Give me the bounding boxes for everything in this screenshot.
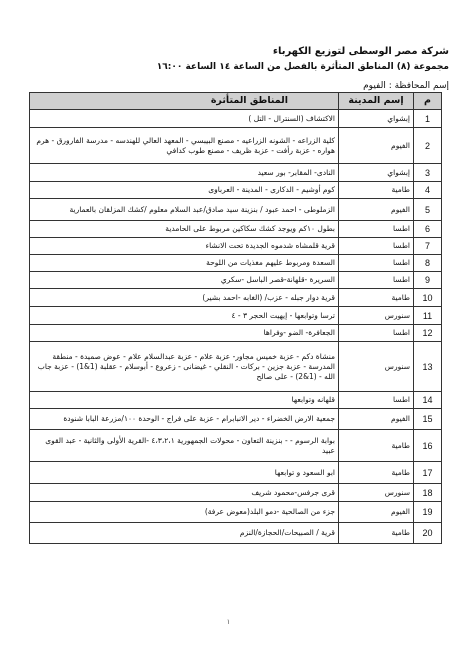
cell-city: الفيوم	[339, 409, 414, 430]
cell-num: 2	[414, 128, 442, 164]
affected-areas-table	[29, 92, 442, 544]
cell-city: طامية	[339, 430, 414, 462]
table-row	[30, 272, 442, 289]
cell-city: اطسا	[339, 392, 414, 409]
cell-num: 15	[414, 409, 442, 430]
cell-areas: قرية / الصبيحات/الحجازة/النزم	[30, 523, 339, 544]
cell-num: 3	[414, 164, 442, 182]
cell-num: 9	[414, 272, 442, 289]
cell-city: إبشواي	[339, 164, 414, 182]
cell-areas: قرى جرفس-محمود شريف	[30, 484, 339, 502]
cell-areas: قلهانه وتوابعها	[30, 392, 339, 409]
cell-city: سنورس	[339, 342, 414, 392]
table-row	[30, 462, 442, 484]
table-row	[30, 255, 442, 272]
cell-city: الفيوم	[339, 199, 414, 221]
cell-areas: الجعافرة- الضو -وفراها	[30, 325, 339, 342]
table-row	[30, 164, 442, 182]
cell-areas: كلية الزراعه - الشونه الزراعيه - مصنع البيبسي - المعهد العالي للهندسه - مدرسة الفارورق - هرم هواره - عزبة رأفت - عزبة ظريف - مصنع طوب كدافي	[30, 128, 339, 164]
cell-num: 17	[414, 462, 442, 484]
table-row	[30, 484, 442, 502]
table-row	[30, 221, 442, 238]
column-header-city: إسم المدينة	[339, 93, 414, 110]
cell-city: سنورس	[339, 484, 414, 502]
cell-city: الفيوم	[339, 502, 414, 523]
cell-areas: الاكتشاف (السنترال - التل )	[30, 110, 339, 128]
cell-num: 4	[414, 182, 442, 199]
column-header-areas: المناطق المتأثرة	[30, 93, 339, 110]
cell-areas: السعدة ومربوط عليهم مغذيات من اللوحة	[30, 255, 339, 272]
cell-num: 13	[414, 342, 442, 392]
table-row	[30, 182, 442, 199]
table-row	[30, 409, 442, 430]
cell-city: طامية	[339, 289, 414, 307]
table-row	[30, 523, 442, 544]
governorate-line: إسم المحافظة : الفيوم	[363, 81, 449, 91]
cell-num: 18	[414, 484, 442, 502]
cell-city: سنورس	[339, 307, 414, 325]
cell-num: 10	[414, 289, 442, 307]
cell-areas: بطول ١٠كم ويوجد كشك سكاكين مربوط على الحامدية	[30, 221, 339, 238]
cell-areas: السريرة -قلهانة-قصر الباسل -سكري	[30, 272, 339, 289]
cell-areas: منشاة دكم - عزبة خميس مجاور- عزبة علام - عزبة عبدالسلام علام - عوض صميدة - منطقة المدرسة - عزبة جزين - بركات - النقلي - غيضانى - زعروع - أبوسلام - عقلبة (1&1) - عزبة جاب الله - (1&2) - على صالح	[30, 342, 339, 392]
table-row	[30, 392, 442, 409]
cell-num: 12	[414, 325, 442, 342]
cell-areas: كوم أوشيم - الدكارى - المدينة - العرباوى	[30, 182, 339, 199]
cell-areas: جزء من الصالحية -دمو البلد(معوض عرفة)	[30, 502, 339, 523]
cell-num: 14	[414, 392, 442, 409]
cell-num: 11	[414, 307, 442, 325]
cell-areas: قرية قلمشاه شدموه الجديدة تحت الانشاء	[30, 238, 339, 255]
cell-city: طامية	[339, 523, 414, 544]
company-title: شركة مصر الوسطى لتوزيع الكهرباء	[272, 46, 449, 57]
table-row	[30, 110, 442, 128]
cell-areas: ابو السعود و توابعها	[30, 462, 339, 484]
cell-areas: النادى- المقابر- بور سعيد	[30, 164, 339, 182]
table-row	[30, 325, 442, 342]
table-row	[30, 430, 442, 462]
cell-areas: جمعية الارض الخضراء - دير الانبابرام - عزبة على فراج - الوحدة ١٠٠/مزرعة البابا شنودة	[30, 409, 339, 430]
table-row	[30, 289, 442, 307]
cell-num: 6	[414, 221, 442, 238]
table-row	[30, 342, 442, 392]
cell-areas: ترسا وتوابعها - إيهيت الحجر ٣ - ٤	[30, 307, 339, 325]
column-header-num: م	[414, 93, 442, 110]
table-body	[30, 110, 442, 544]
cell-areas: الزملوطى - احمد عبود / بنزينة سيد صادق/عبد السلام معلوم /كشك المزلقان بالعمارية	[30, 199, 339, 221]
cell-areas: بوابة الرسوم - - بنزينة التعاون - محولات الجمهورية ٤،٣،٢،١ -القرية الأولى والثانية - عبد القوى عبيد	[30, 430, 339, 462]
table-row	[30, 199, 442, 221]
cell-city: طامية	[339, 182, 414, 199]
cell-city: الفيوم	[339, 128, 414, 164]
table-row	[30, 502, 442, 523]
table-row	[30, 238, 442, 255]
cell-city: اطسا	[339, 325, 414, 342]
cell-city: اطسا	[339, 255, 414, 272]
cell-city: اطسا	[339, 272, 414, 289]
cell-num: 8	[414, 255, 442, 272]
table-header-row	[30, 93, 442, 110]
cell-num: 1	[414, 110, 442, 128]
cell-num: 5	[414, 199, 442, 221]
cell-city: اطسا	[339, 238, 414, 255]
cell-city: إبشواي	[339, 110, 414, 128]
page-number: ١	[226, 618, 231, 626]
cell-num: 20	[414, 523, 442, 544]
table-row	[30, 307, 442, 325]
cell-num: 16	[414, 430, 442, 462]
cell-areas: قرية دوار جبله - عزب/ (الغابه -احمد بشير)	[30, 289, 339, 307]
cell-city: طامية	[339, 462, 414, 484]
cell-city: اطسا	[339, 221, 414, 238]
table-row	[30, 128, 442, 164]
group-line: مجموعة (٨) المناطق المتأثرة بالفصل من الساعة ١٤ الساعة ١٦:٠٠	[156, 62, 449, 72]
cell-num: 19	[414, 502, 442, 523]
cell-num: 7	[414, 238, 442, 255]
